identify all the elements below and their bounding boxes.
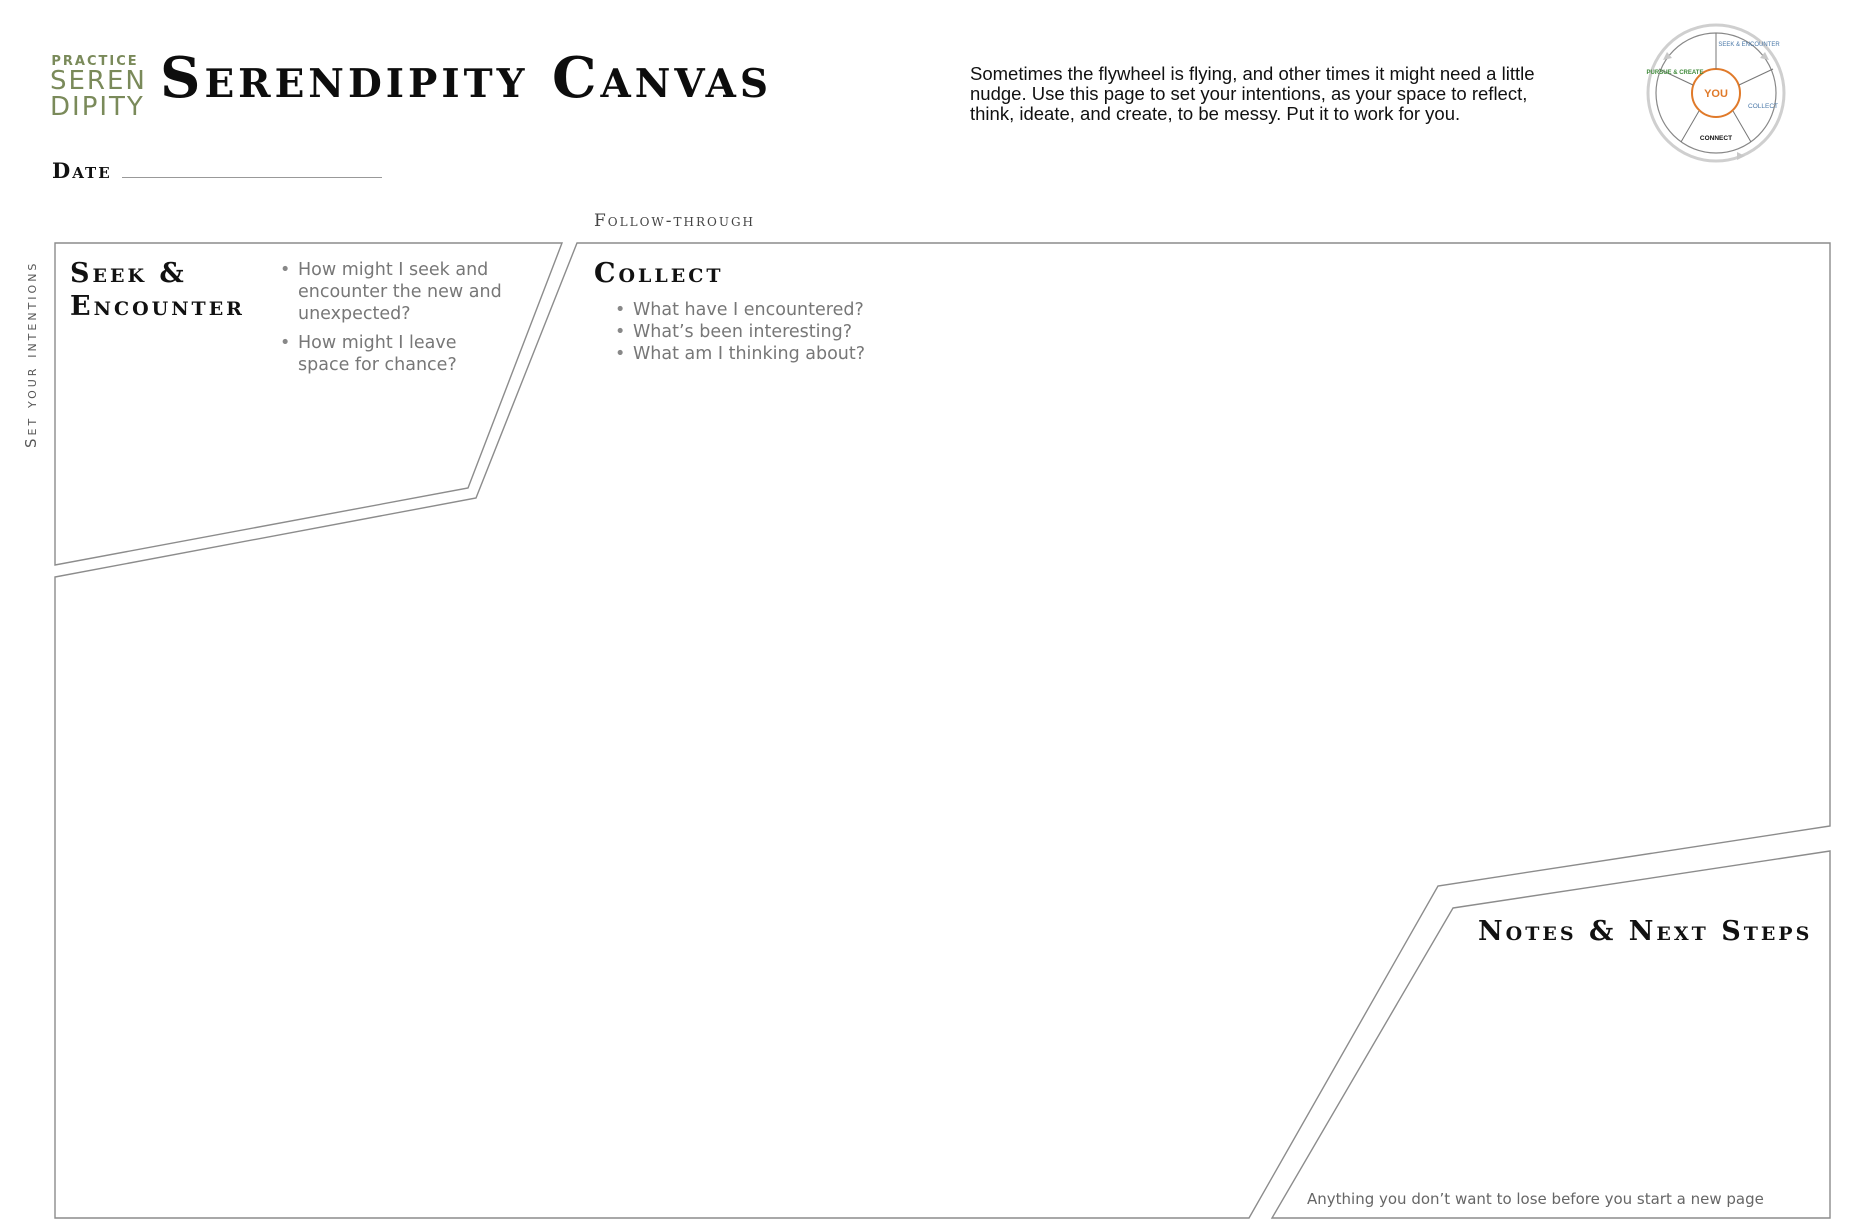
flywheel-center-label: YOU [1704, 88, 1728, 100]
seek-heading-line-1: Seek & [70, 258, 187, 289]
list-item: • How might I leave space for chance? [280, 332, 510, 376]
set-intentions-label: Set your intentions [22, 260, 40, 448]
logo-line-2: SEREN [50, 66, 147, 96]
page-title: Serendipity Canvas [160, 45, 773, 111]
logo-line-3: DIPITY [50, 92, 145, 122]
collect-box[interactable] [55, 243, 1830, 1218]
follow-through-label: Follow-through [594, 211, 755, 231]
logo-line-1: PRACTICE [51, 54, 139, 69]
list-item: • What am I thinking about? [615, 343, 1015, 365]
notes-next-steps-heading: Notes & Next Steps [1478, 916, 1813, 947]
flywheel-seek-label: SEEK & ENCOUNTER [1718, 42, 1780, 48]
list-item: • How might I seek and encounter the new and unexpected? [280, 259, 510, 325]
date-label: Date [52, 158, 112, 183]
seek-encounter-heading [70, 257, 245, 323]
notes-footer-hint: Anything you don’t want to lose before you start a new page [1307, 1190, 1764, 1208]
list-item: • What have I encountered? [615, 299, 1015, 321]
collect-prompts-list [615, 299, 1015, 365]
intro-text: Sometimes the flywheel is flying, and other times it might need a little nudge. Use this page to set your intentions, as your space to reflect, think, ideate, and create, to be messy. Put it to work for you. [970, 63, 1535, 124]
flywheel-connect-label: CONNECT [1699, 135, 1733, 142]
notes-next-steps-box[interactable] [1272, 851, 1830, 1218]
seek-heading-line-2: Encounter [70, 291, 245, 322]
collect-heading: Collect [594, 258, 724, 289]
flywheel-pursue-label: PURSUE & CREATE [1646, 70, 1704, 76]
list-item: • What’s been interesting? [615, 321, 1015, 343]
seek-prompts-list [280, 259, 510, 383]
flywheel-collect-label: COLLECT [1748, 103, 1778, 110]
